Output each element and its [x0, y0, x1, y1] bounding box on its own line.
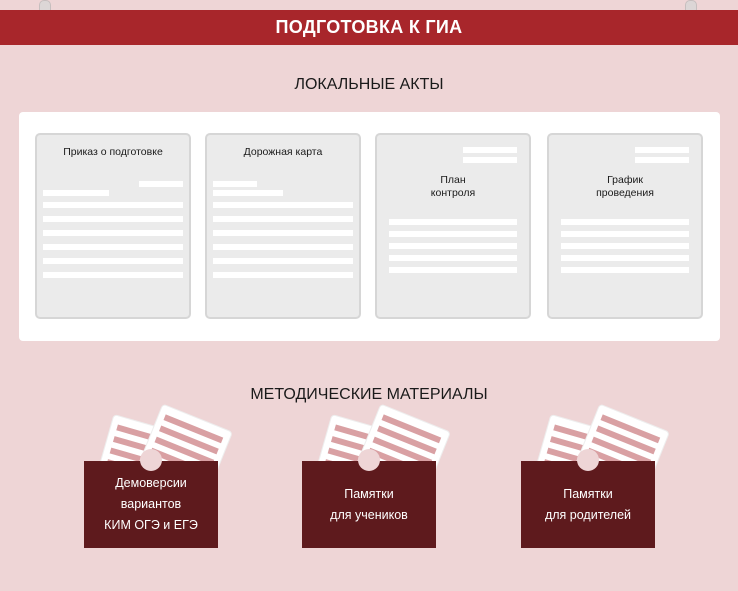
- text-line: [561, 219, 689, 225]
- page-title: ПОДГОТОВКА К ГИА: [275, 17, 463, 37]
- document-title-line: контроля: [430, 187, 476, 199]
- text-line: [213, 216, 353, 222]
- document-order[interactable]: [35, 133, 191, 319]
- text-line: [213, 272, 353, 278]
- folder-label: [330, 484, 408, 526]
- document-title-line: Приказ о подготовке: [63, 146, 163, 158]
- folder-label-line: Памятки: [563, 486, 613, 501]
- text-line: [389, 267, 517, 273]
- folder-label-line: для учеников: [330, 507, 408, 522]
- text-line: [213, 244, 353, 250]
- document-title-line: проведения: [596, 187, 654, 199]
- folder-label-line: Памятки: [344, 486, 394, 501]
- text-line: [43, 272, 183, 278]
- document-schedule[interactable]: [547, 133, 703, 319]
- text-line: [389, 255, 517, 261]
- document-title: [37, 146, 189, 159]
- text-line: [43, 258, 183, 264]
- document-title: [549, 174, 701, 200]
- text-line: [561, 255, 689, 261]
- section-title-local-acts: ЛОКАЛЬНЫЕ АКТЫ: [294, 76, 444, 93]
- text-line: [463, 147, 517, 153]
- folder-pocket: [521, 461, 655, 548]
- text-line: [561, 243, 689, 249]
- folder-demo-versions[interactable]: [84, 405, 218, 548]
- text-line: [389, 243, 517, 249]
- folder-pocket: [84, 461, 218, 548]
- document-title: [377, 174, 529, 200]
- folder-notch: [577, 449, 599, 471]
- folder-label-line: вариантов: [120, 497, 182, 511]
- text-line: [213, 258, 353, 264]
- text-line: [43, 202, 183, 208]
- document-title-line: План: [440, 174, 466, 186]
- text-line: [213, 202, 353, 208]
- folder-notch: [140, 449, 162, 471]
- text-line: [635, 157, 689, 163]
- folder-label: [104, 473, 198, 536]
- folder-pocket: [302, 461, 436, 548]
- document-title: [207, 146, 359, 159]
- text-line: [389, 231, 517, 237]
- text-line: [389, 219, 517, 225]
- document-control-plan[interactable]: [375, 133, 531, 319]
- text-line: [43, 244, 183, 250]
- folder-label-line: КИМ ОГЭ и ЕГЭ: [104, 518, 198, 532]
- folder-notch: [358, 449, 380, 471]
- text-line: [139, 181, 183, 187]
- section-title-methodical: МЕТОДИЧЕСКИЕ МАТЕРИАЛЫ: [250, 386, 488, 403]
- text-line: [213, 190, 283, 196]
- folder-student-memos[interactable]: [302, 405, 436, 548]
- document-title-line: Дорожная карта: [243, 146, 323, 158]
- folder-label: [545, 484, 631, 526]
- header-bar: [0, 10, 738, 45]
- folder-parent-memos[interactable]: [521, 405, 655, 548]
- text-line: [213, 230, 353, 236]
- text-line: [635, 147, 689, 153]
- folder-label-line: Демоверсии: [115, 476, 187, 490]
- local-acts-panel: [19, 112, 720, 341]
- text-line: [43, 216, 183, 222]
- text-line: [43, 230, 183, 236]
- text-line: [213, 181, 257, 187]
- folder-label-line: для родителей: [544, 507, 632, 522]
- document-title-line: График: [607, 174, 643, 186]
- text-line: [561, 231, 689, 237]
- text-line: [463, 157, 517, 163]
- text-line: [561, 267, 689, 273]
- text-line: [43, 190, 109, 196]
- document-roadmap[interactable]: [205, 133, 361, 319]
